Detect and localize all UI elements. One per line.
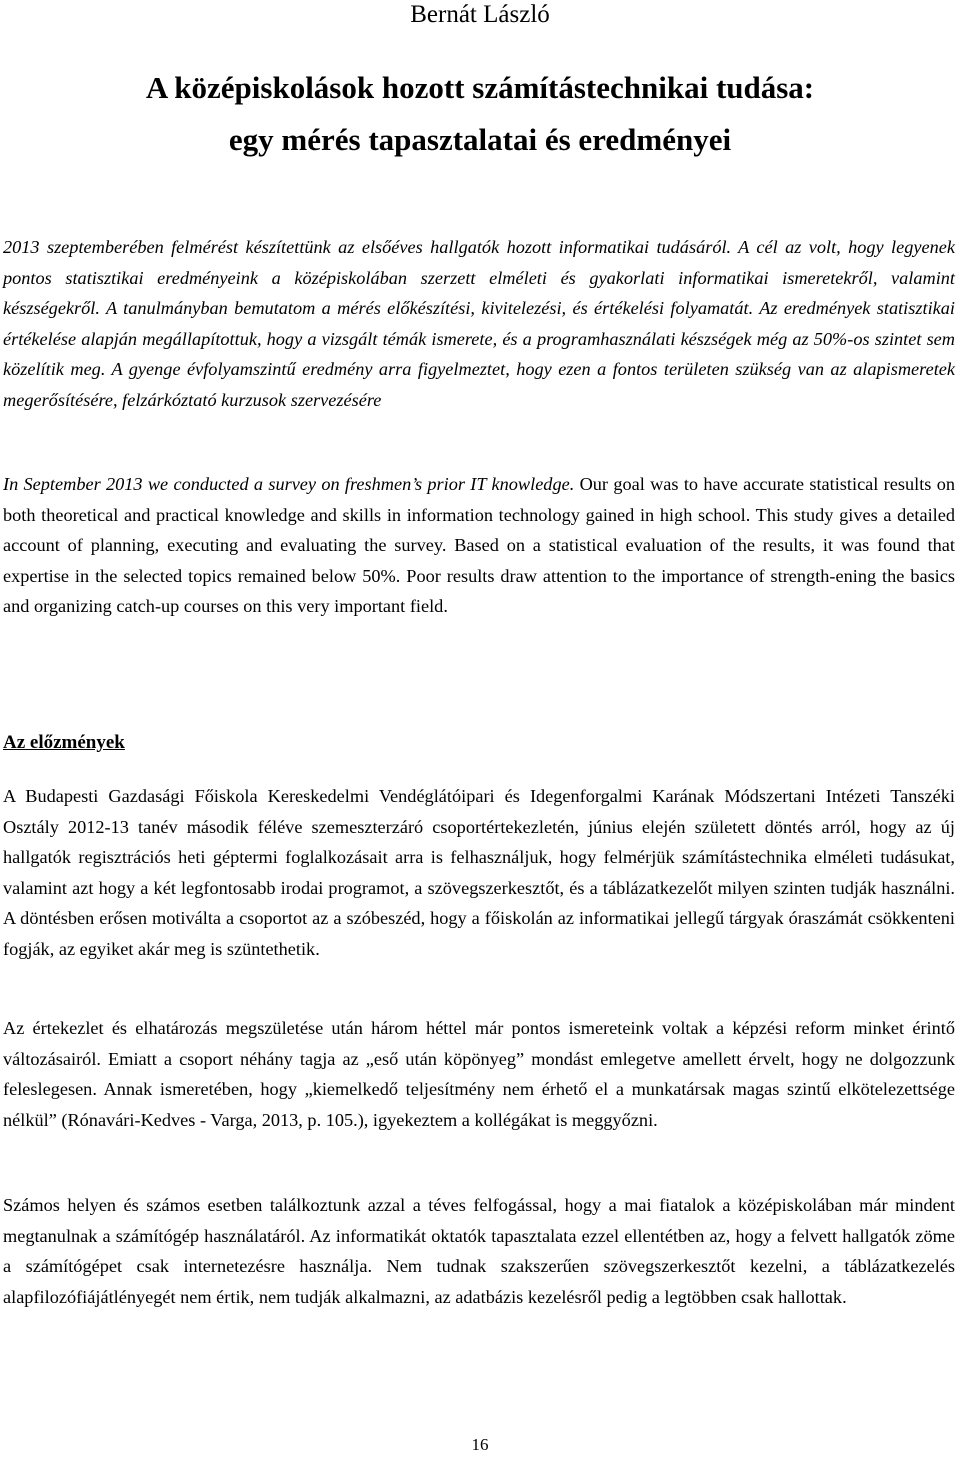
- abstract-hungarian: 2013 szeptemberében felmérést készítettünk az elsőéves hallgatók hozott informatikai tudásáról. A cél az volt, hogy legyenek pontos statisztikai eredményeink a középiskolában szerzett elméleti és gyakorlati informatikai ismeretekről, valamint készségekről. A tanulmányban bemutatom a mérés előkészítési, kivitelezési, és értékelési folyamatát. Az eredmények statisztikai értékelése alapján megállapítottuk, hogy a vizsgált témák ismerete, és a programhasználati készségek még az 50%-os szintet sem közelítik meg. A gyenge évfolyamszintű eredmény arra figyelmeztet, hogy ezen a fontos területen szükség van az alapismeretek megerősítésére, felzárkóztató kurzusok szervezésére: [3, 237, 955, 410]
- title-line-2: egy mérés tapasztalatai és eredményei: [228, 122, 732, 157]
- page-number: 16: [471, 1435, 489, 1454]
- body-paragraph-2: Az értekezlet és elhatározás megszületése után három héttel már pontos ismereteink voltak a képzési reform minket érintő változásairól. Emiatt a csoport néhány tagja az „eső után köpönyeg” mondást emlegetve amellett érvelt, hogy ne dolgozzunk feleslegesen. Annak ismeretében, hogy „kiemelkedő teljesítmény nem érhető el a munkatársak magas szintű elkötelezettsége nélkül” (Rónavári-Kedves - Varga, 2013, p. 105.), igyekeztem a kollégákat is meggyőzni.: [3, 1018, 955, 1130]
- section-heading: Az előzmények: [3, 732, 125, 753]
- author-name: Bernát László: [410, 1, 550, 28]
- title-line-1: A középiskolások hozott számítástechnikai tudása:: [145, 70, 815, 105]
- abstract-english-regular: Our goal was to have accurate statistical results on both theoretical and practical knowledge and skills in information technology gained in high school. This study gives a detailed account of planning, executing and evaluating the survey. Based on a statistical evaluation of the results, it was found that expertise in the selected topics remained below 50%. Poor results draw attention to the importance of strength-ening the basics and organizing catch-up courses on this very important field.: [3, 474, 955, 616]
- paper-title: [0, 62, 960, 166]
- body-paragraph-1: A Budapesti Gazdasági Főiskola Kereskedelmi Vendéglátóipari és Idegenforgalmi Karának Módszertani Intézeti Tanszéki Osztály 2012-13 tanév második féléve szemeszterzáró csoportértekezletén, június elején született döntés arról, hogy az új hallgatók regisztrációs heti géptermi foglalkozásait arra is felhasználjuk, hogy felmérjük számítástechnika elméleti tudásukat, valamint azt hogy a két legfontosabb irodai programot, a szövegszerkesztőt, és a táblázatkezelőt milyen szinten tudják használni. A döntésben erősen motiválta a csoportot az a szóbeszéd, hogy a főiskolán az informatikai jellegű tárgyak óraszámát csökkenteni fogják, az egyiket akár meg is szüntethetik.: [3, 786, 955, 959]
- body-paragraph-3: Számos helyen és számos esetben találkoztunk azzal a téves felfogással, hogy a mai fiatalok a középiskolában már mindent megtanulnak a számítógép használatáról. Az informatikát oktatók tapasztalata ezzel ellentétben az, hogy a felvett hallgatók zöme a számítógépet csak internetezésre használja. Nem tudnak szakszerűen szövegszerkesztőt kezelni, a táblázatkezelés alapfilozófiájátlényegét nem értik, nem tudják alkalmazni, az adatbázis kezelésről pedig a legtöbben csak hallottak.: [3, 1195, 955, 1307]
- abstract-english: [3, 469, 955, 622]
- abstract-english-italic: In September 2013 we conducted a survey on freshmen’s prior IT knowledge.: [3, 474, 575, 494]
